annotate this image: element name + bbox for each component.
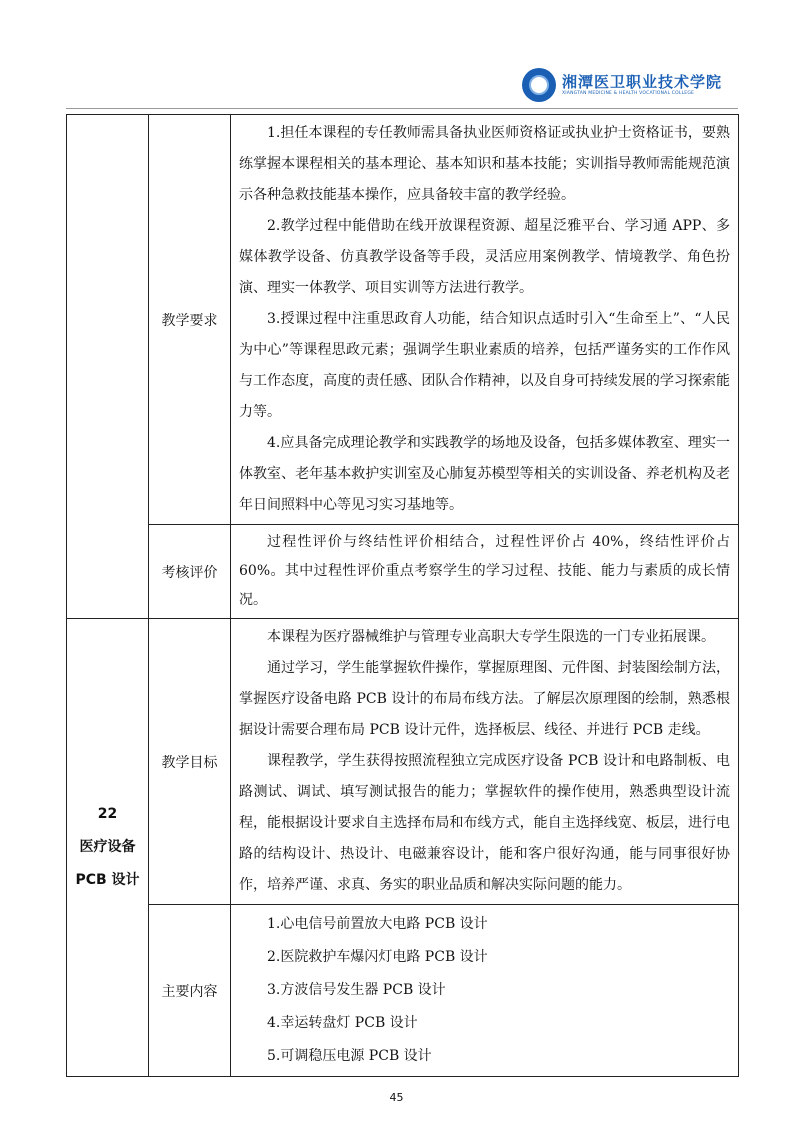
- course-cell-continued: [67, 115, 149, 619]
- row-label-main-content: 主要内容: [149, 905, 231, 1077]
- course-name-line2: PCB 设计: [75, 872, 140, 888]
- course-name-cell: [67, 619, 149, 1077]
- list-item: 1.心电信号前置放大电路 PCB 设计: [267, 916, 488, 932]
- assessment-content: [231, 525, 739, 619]
- logo-chinese-name: 湘潭医卫职业技术学院: [562, 73, 723, 91]
- paragraph: 本课程为医疗器械维护与管理专业高职大专学生限选的一门专业拓展课。: [267, 629, 715, 645]
- list-item: 5.可调稳压电源 PCB 设计: [267, 1048, 432, 1064]
- logo-english-name: XIANGTAN MEDICINE & HEALTH VOCATIONAL COLLEGE: [562, 91, 695, 96]
- row-label-teaching-goals: 教学目标: [149, 619, 231, 905]
- main-content-list: [231, 905, 739, 1077]
- paragraph: 过程性评价与终结性评价相结合，过程性评价占 40%，终结性评价占 60%。其中过程性评价重点考察学生的学习过程、技能、能力与素质的成长情况。: [239, 534, 730, 608]
- paragraph: 1.担任本课程的专任教师需具备执业医师资格证或执业护士资格证书，要熟练掌握本课程相关的基本理论、基本知识和基本技能；实训指导教师需能规范演示各种急救技能基本操作，应具备较丰富的教学经验。: [239, 125, 730, 203]
- teaching-requirements-content: [231, 115, 739, 525]
- paragraph: 4.应具备完成理论教学和实践教学的场地及设备，包括多媒体教室、理实一体教室、老年基本救护实训室及心肺复苏模型等相关的实训设备、养老机构及老年日间照料中心等见习实习基地等。: [239, 435, 730, 513]
- course-name-line1: 医疗设备: [79, 839, 136, 855]
- page-number: 45: [389, 1091, 404, 1104]
- list-item: 3.方波信号发生器 PCB 设计: [267, 982, 446, 998]
- teaching-goals-content: [231, 619, 739, 905]
- row-label-teaching-requirements: 教学要求: [149, 115, 231, 525]
- list-item: 4.幸运转盘灯 PCB 设计: [267, 1015, 418, 1031]
- course-table: [66, 114, 739, 1077]
- paragraph: 2.教学过程中能借助在线开放课程资源、超星泛雅平台、学习通 APP、多媒体教学设备、仿真教学设备等手段，灵活应用案例教学、情境教学、角色扮演、理实一体教学、项目实训等方法进行教学。: [239, 218, 730, 296]
- list-item: 2.医院救护车爆闪灯电路 PCB 设计: [267, 949, 488, 965]
- paragraph: 课程教学，学生获得按照流程独立完成医疗设备 PCB 设计和电路制板、电路测试、调试、填写测试报告的能力；掌握软件的操作使用，熟悉典型设计流程，能根据设计要求自主选择布局和布线方式，能自主选择线宽、板层，进行电路的结构设计、热设计、电磁兼容设计，能和客户很好沟通，能与同事很好协作，培养严谨、求真、务实的职业品质和解决实际问题的能力。: [239, 753, 730, 893]
- paragraph: 通过学习，学生能掌握软件操作，掌握原理图、元件图、封装图绘制方法，掌握医疗设备电路 PCB 设计的布局布线方法。了解层次原理图的绘制，熟悉根据设计需要合理布局 PCB 设计元件，选择板层、线径、并进行 PCB 走线。: [239, 660, 730, 738]
- row-label-assessment: 考核评价: [149, 525, 231, 619]
- course-number: 22: [97, 806, 118, 822]
- paragraph: 3.授课过程中注重思政育人功能，结合知识点适时引入“生命至上”、“人民为中心”等课程思政元素；强调学生职业素质的培养，包括严谨务实的工作作风与工作态度，高度的责任感、团队合作精神，以及自身可持续发展的学习探索能力等。: [239, 311, 730, 420]
